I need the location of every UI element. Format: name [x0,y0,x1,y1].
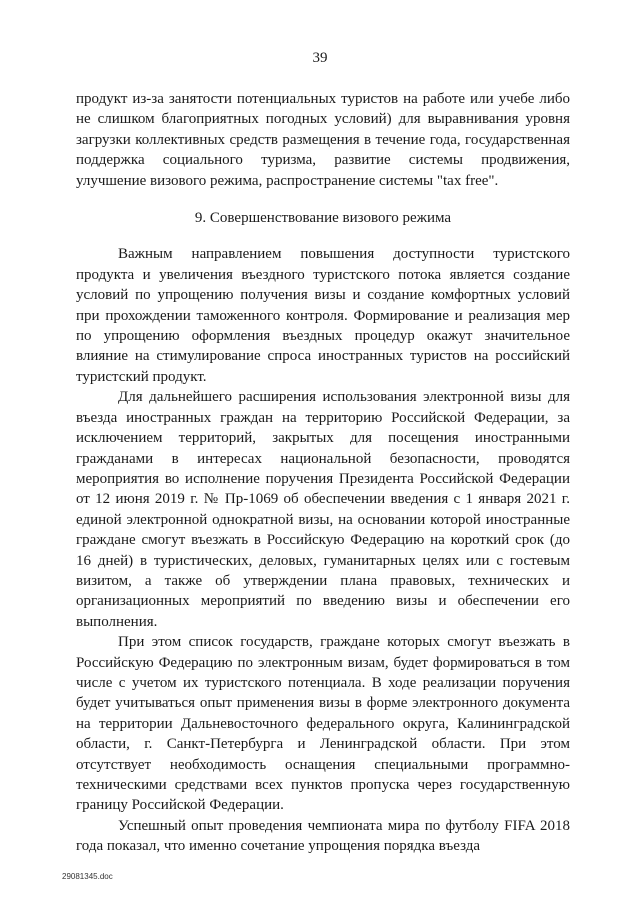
paragraph-fifa-experience: Успешный опыт проведения чемпионата мира по футболу FIFA 2018 года показал, что именно сочетание упрощения порядка въезда [76,817,570,855]
paragraph-visa-regime: Важным направлением повышения доступности туристского продукта и увеличения въездного туристского потока является создание условий по упрощению получения визы и создание комфортных условий при прохождении таможенного контроля. Формирование и реализация мер по упрощению оформления въездных процедур окажут значительное влияние на стимулирование спроса иностранных туристов на российский туристский продукт. [76,246,570,385]
intro-paragraph: продукт из-за занятости потенциальных туристов на работе или учебе либо не слишком благоприятных погодных условий) для выравнивания уровня загрузки коллективных средств размещения в течение года, государственная поддержка социального туризма, развитие системы продвижения, улучшение визового режима, распространение системы "tax free". [76,91,570,189]
section-heading: 9. Совершенствование визового режима [194,210,452,227]
paragraph-country-list: При этом список государств, граждане которых смогут въезжать в Российскую Федерацию по электронным визам, будет формироваться в том числе с учетом их туристского потенциала. В ходе реализации поручения будет учитываться опыт применения визы в форме электронного документа на территории Дальневосточного федерального округа, Калининградской области, г. Санкт-Петербурга и Ленинградской области. При этом отсутствует необходимость оснащения специальными программно-техническими средствами всех пунктов пропуска через государственную границу Российской Федерации. [76,634,570,814]
paragraph-electronic-visa: Для дальнейшего расширения использования электронной визы для въезда иностранных граждан на территорию Российской Федерации, за исключением территорий, закрытых для посещения иностранными гражданами в интересах национальной безопасности, проводятся мероприятия во исполнение поручения Президента Российской Федерации от 12 июня 2019 г. № Пр-1069 об обеспечении введения с 1 января 2021 г. единой электронной однократной визы, на основании которой иностранные граждане смогут въезжать в Российскую Федерацию на короткий срок (до 16 дней) в туристических, деловых, гуманитарных целях или с гостевым визитом, а также об утверждении плана правовых, технических и организационных мероприятий по введению визы и обеспечении его выполнения. [76,389,570,630]
page-number: 39 [312,50,328,66]
document-body [76,89,570,857]
footer-filename: 29081345.doc [62,872,113,881]
